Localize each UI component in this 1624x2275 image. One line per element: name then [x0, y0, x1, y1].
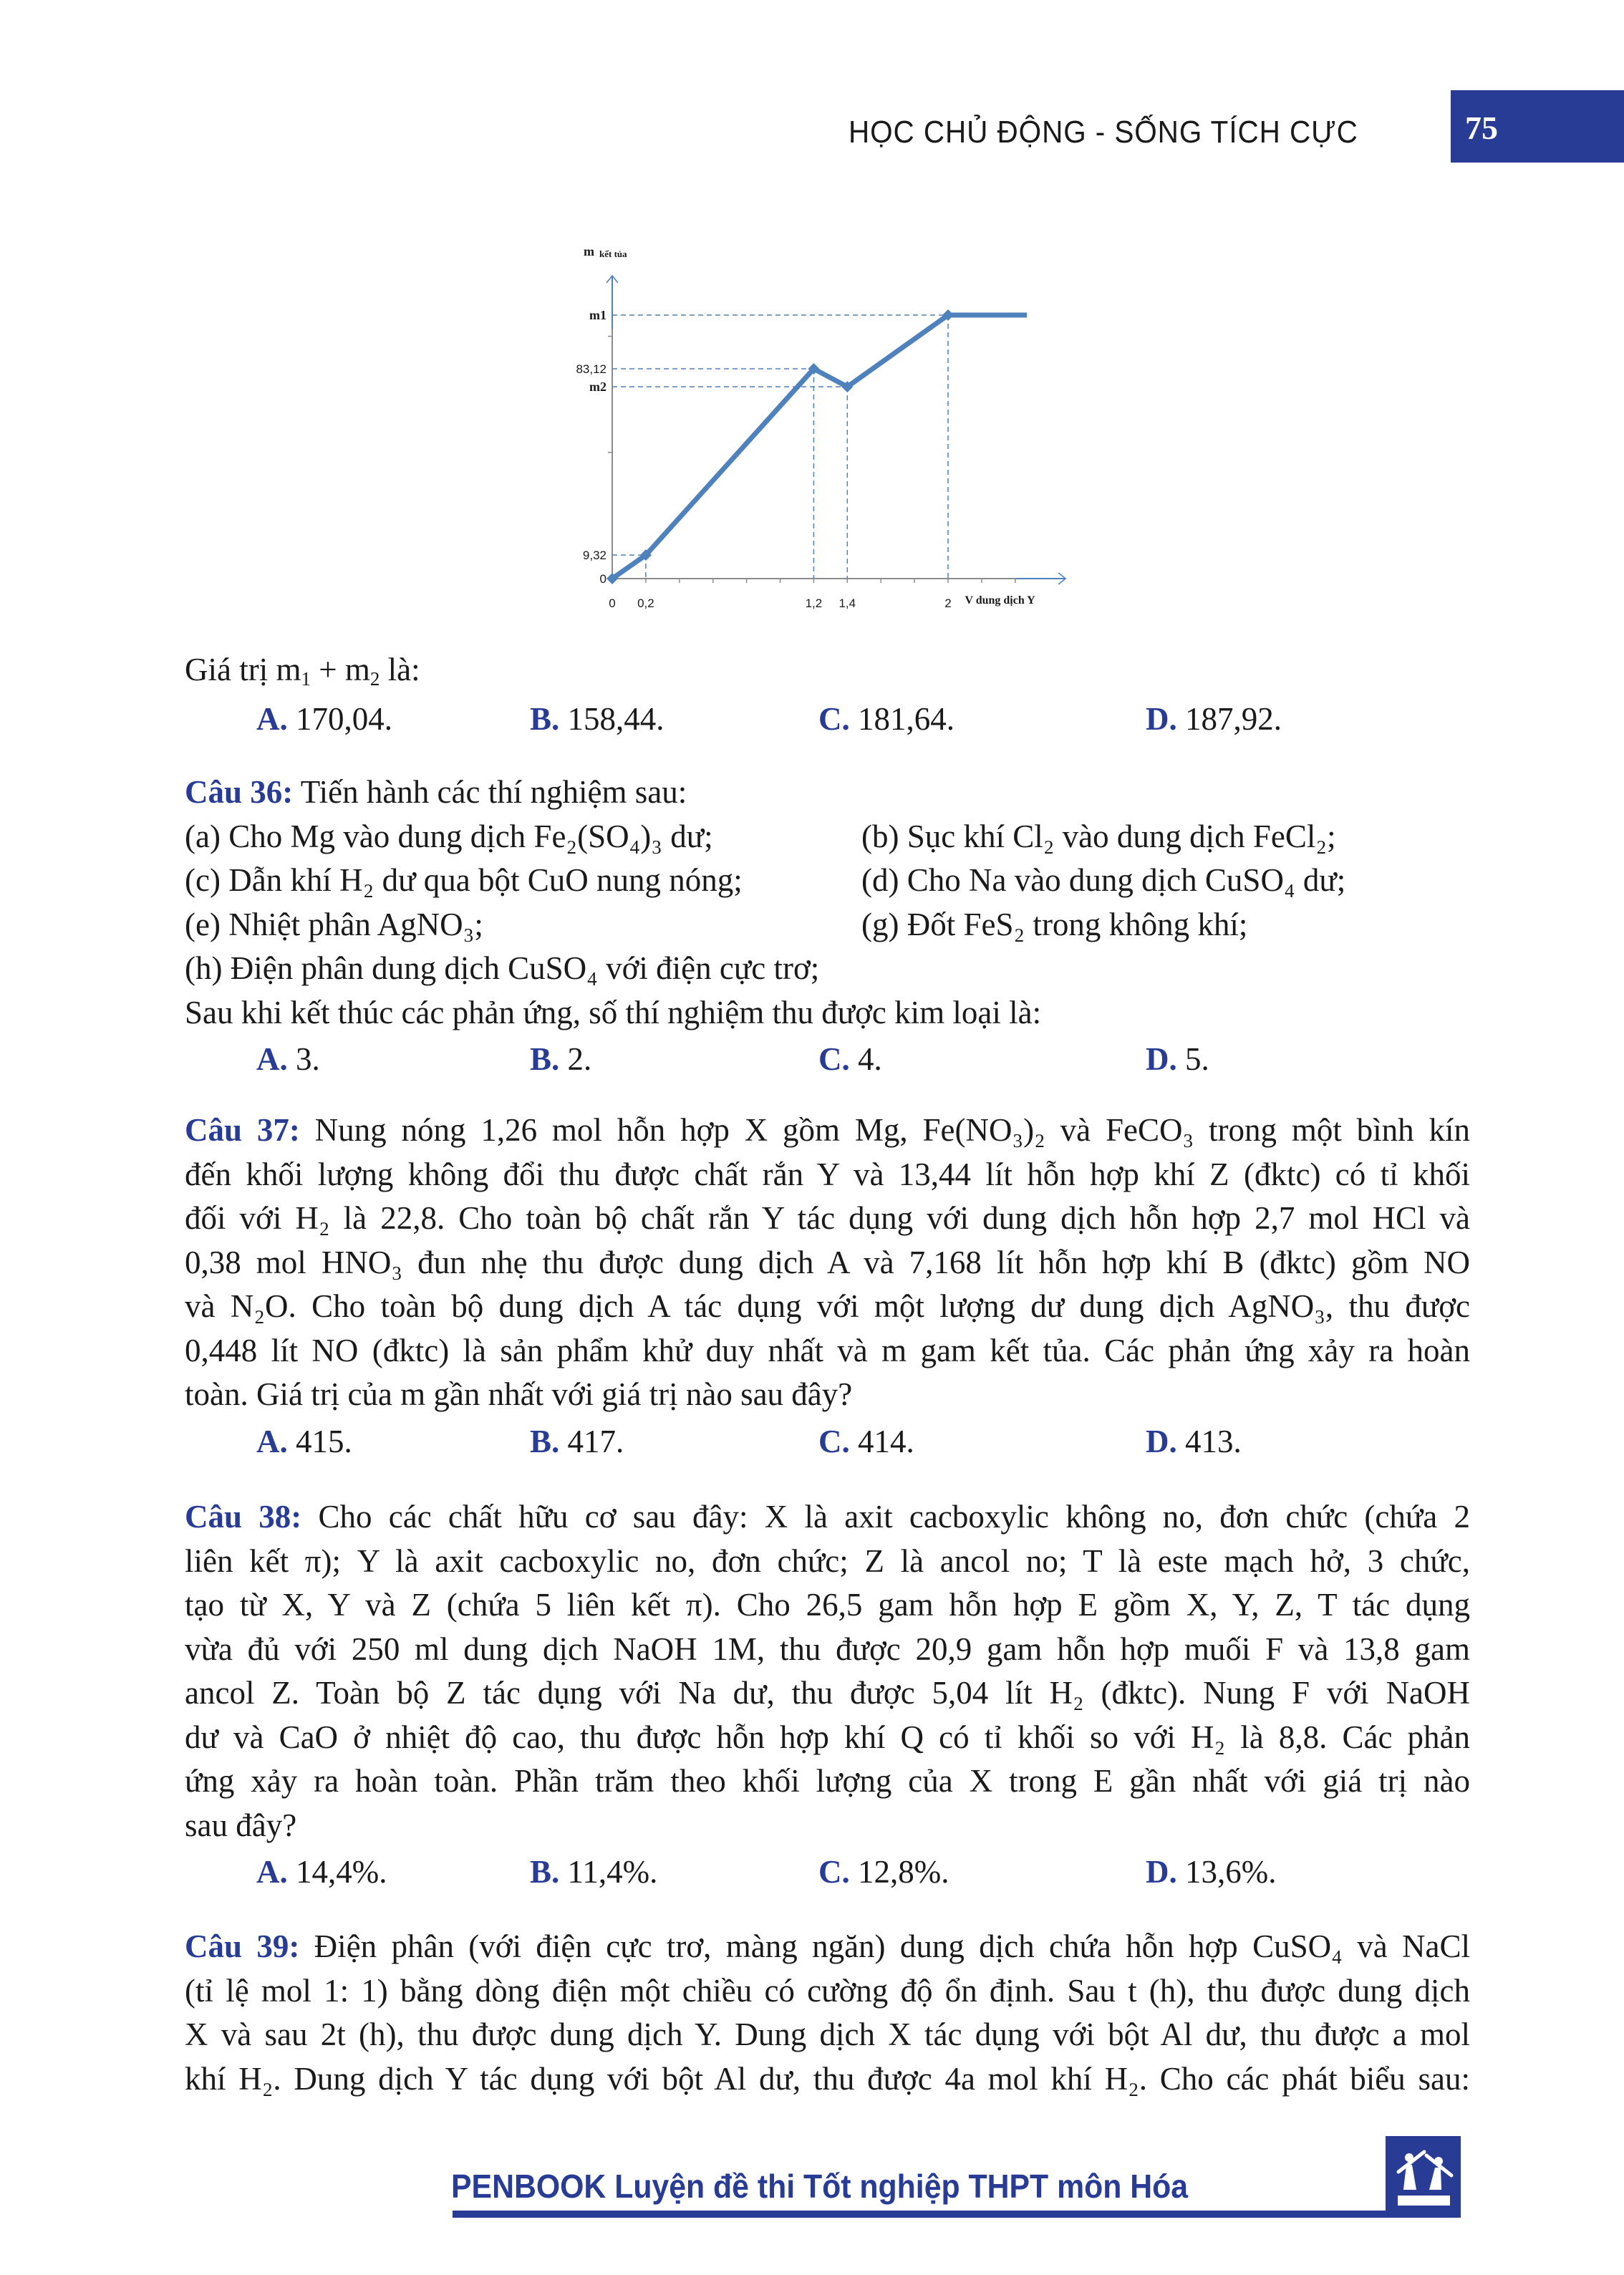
x-tick-label: 0: [609, 596, 616, 610]
q38-options: [185, 1850, 1474, 1895]
q38-line: vừa đủ với 250 ml dung dịch NaOH 1M, thu được 20,9 gam hỗn hợp muối F và 13,8 gam: [185, 1631, 1470, 1667]
q38-line: liên kết π); Y là axit cacboxylic no, đơn chức; Z là ancol no; T là este mạch hở, 3 chức,: [185, 1542, 1470, 1579]
q36-item-a: (a) Cho Mg vào dung dịch Fe₂(SO₄)₃ dư;: [185, 818, 713, 854]
q35-prompt: Giá trị $m_1 + m_2$ là:: [185, 652, 420, 690]
two-people-celebrating-icon: [1386, 2136, 1461, 2218]
x-tick-label: 1,4: [838, 596, 856, 610]
y-tick-label: m2: [589, 380, 606, 395]
q35-option-b[interactable]: B. 158,44.: [530, 700, 664, 737]
q37-line: toàn. Giá trị của m gần nhất với giá trị nào sau đây?: [185, 1376, 853, 1412]
q38-option-c[interactable]: C. 12,8%.: [818, 1854, 949, 1890]
question-37: [185, 1108, 1474, 1464]
y-tick-label: m1: [589, 307, 606, 322]
q38-line: ứng xảy ra hoàn toàn. Phần trăm theo khối lượng của X trong E gần nhất với giá trị nào: [185, 1763, 1470, 1799]
q37-line: đối với H₂ là 22,8. Cho toàn bộ chất rắn Y tác dụng với dung dịch hỗn hợp 2,7 mol HCl và: [185, 1200, 1470, 1236]
y-axis-title-sub: kết tủa: [599, 248, 627, 259]
running-header: HỌC CHỦ ĐỘNG - SỐNG TÍCH CỰC: [849, 115, 1358, 150]
q37-line: 0,38 mol HNO₃ đun nhẹ thu được dung dịch A và 7,168 lít hỗn hợp khí B (đktc) gồm NO: [185, 1244, 1470, 1280]
q36-question: Sau khi kết thúc các phản ứng, số thí nghiệm thu được kim loại là:: [185, 994, 1042, 1030]
q35-option-c[interactable]: C. 181,64.: [818, 700, 954, 737]
y-tick-label: 83,12: [576, 362, 606, 377]
question-36: [185, 771, 1474, 1082]
q38-option-d[interactable]: D. 13,6%.: [1146, 1854, 1277, 1890]
publisher-logo: [1386, 2136, 1461, 2218]
q39-line: (tỉ lệ mol 1: 1) bằng dòng điện một chiều có cường độ ổn định. Sau t (h), thu được dung dịch: [185, 1972, 1470, 2009]
q38-option-a[interactable]: A. 14,4%.: [256, 1854, 387, 1890]
q36-options: [185, 1038, 1474, 1082]
chart-canvas: [544, 243, 1117, 616]
q37-option-c[interactable]: C. 414.: [818, 1423, 914, 1459]
q36-item-b: (b) Sục khí Cl₂ vào dung dịch FeCl₂;: [861, 818, 1336, 854]
q38-label: Câu 38:: [185, 1499, 302, 1535]
q36-option-c[interactable]: C. 4.: [818, 1041, 882, 1077]
q36-intro: Câu 36: Tiến hành các thí nghiệm sau:: [185, 774, 687, 810]
q39-label: Câu 39:: [185, 1928, 300, 1964]
q38-line: sau đây?: [185, 1807, 297, 1843]
x-tick-label: 0,2: [637, 596, 654, 610]
q37-option-b[interactable]: B. 417.: [530, 1423, 624, 1459]
y-axis-title: m: [584, 244, 594, 259]
precipitate-mass-chart: [544, 243, 1117, 616]
question-38: [185, 1495, 1474, 1895]
series-line: [612, 315, 1027, 579]
q37-line: đến khối lượng không đổi thu được chất rắn Y và 13,44 lít hỗn hợp khí Z (đktc) có tỉ khối: [185, 1156, 1470, 1192]
q36-item-d: (d) Cho Na vào dung dịch CuSO₄ dư;: [861, 862, 1346, 898]
q36-label: Câu 36:: [185, 774, 294, 810]
q36-item-e: (e) Nhiệt phân AgNO₃;: [185, 906, 483, 942]
q36-item-g: (g) Đốt FeS₂ trong không khí;: [861, 906, 1248, 942]
q37-option-a[interactable]: A. 415.: [256, 1423, 352, 1459]
q39-line: X và sau 2t (h), thu được dung dịch Y. Dung dịch X tác dụng với bột Al dư, thu được a mol: [185, 2016, 1470, 2052]
q35-option-d[interactable]: D. 187,92.: [1146, 700, 1282, 737]
question-35-tail: [185, 648, 1474, 742]
q36-row-ab: [185, 815, 1474, 859]
q36-option-b[interactable]: B. 2.: [530, 1041, 592, 1077]
q35-options: [185, 697, 1474, 742]
q37-option-d[interactable]: D. 413.: [1146, 1423, 1242, 1459]
y-tick-label: 9,32: [582, 549, 606, 563]
page-number: 75: [1465, 110, 1498, 146]
q35-option-a[interactable]: A. 170,04.: [256, 700, 392, 737]
q38-option-b[interactable]: B. 11,4%.: [530, 1854, 658, 1890]
q36-row-eg: [185, 903, 1474, 947]
q38-line: tạo từ X, Y và Z (chứa 5 liên kết π). Cho 26,5 gam hỗn hợp E gồm X, Y, Z, T tác dụng: [185, 1587, 1470, 1623]
q38-line: Câu 38: Cho các chất hữu cơ sau đây: X là axit cacboxylic không no, đơn chức (chứa 2: [185, 1499, 1470, 1535]
q36-option-a[interactable]: A. 3.: [256, 1041, 320, 1077]
q38-line: ancol Z. Toàn bộ Z tác dụng với Na dư, thu được 5,04 lít H₂ (đktc). Nung F với NaOH: [185, 1675, 1470, 1711]
q37-label: Câu 37:: [185, 1112, 300, 1148]
q38-line: dư và CaO ở nhiệt độ cao, thu được hỗn hợp khí Q có tỉ khối so với H₂ là 8,8. Các phản: [185, 1719, 1470, 1755]
q36-item-h: (h) Điện phân dung dịch CuSO₄ với điện cực trơ;: [185, 950, 820, 986]
footer-rule: [453, 2211, 1459, 2218]
x-tick-label: 2: [944, 596, 952, 610]
q36-option-d[interactable]: D. 5.: [1146, 1041, 1209, 1077]
q37-options: [185, 1420, 1474, 1464]
footer-title: PENBOOK Luyện đề thi Tốt nghiệp THPT môn Hóa: [451, 2168, 1189, 2205]
q37-line: Câu 37: Nung nóng 1,26 mol hỗn hợp X gồm Mg, Fe(NO₃)₂ và FeCO₃ trong một bình kín: [185, 1112, 1470, 1148]
y-tick-label: 0: [599, 572, 606, 586]
q37-line: và N₂O. Cho toàn bộ dung dịch A tác dụng với một lượng dư dung dịch AgNO₃, thu được: [185, 1288, 1470, 1324]
x-axis-title: V dung dịch Y: [965, 594, 1035, 607]
page-number-box: [1451, 90, 1624, 163]
x-tick-label: 1,2: [805, 596, 823, 610]
q37-line: 0,448 lít NO (đktc) là sản phẩm khử duy nhất và m gam kết tủa. Các phản ứng xảy ra hoàn: [185, 1332, 1470, 1368]
question-39: [185, 1925, 1474, 2101]
q39-line: Câu 39: Điện phân (với điện cực trơ, màng ngăn) dung dịch chứa hỗn hợp CuSO₄ và NaCl: [185, 1928, 1470, 1964]
q36-item-c: (c) Dẫn khí H₂ dư qua bột CuO nung nóng;: [185, 862, 743, 898]
q36-row-cd: [185, 859, 1474, 903]
q39-line: khí H₂. Dung dịch Y tác dụng với bột Al dư, thu được 4a mol khí H₂. Cho các phát biểu sau:: [185, 2060, 1470, 2097]
